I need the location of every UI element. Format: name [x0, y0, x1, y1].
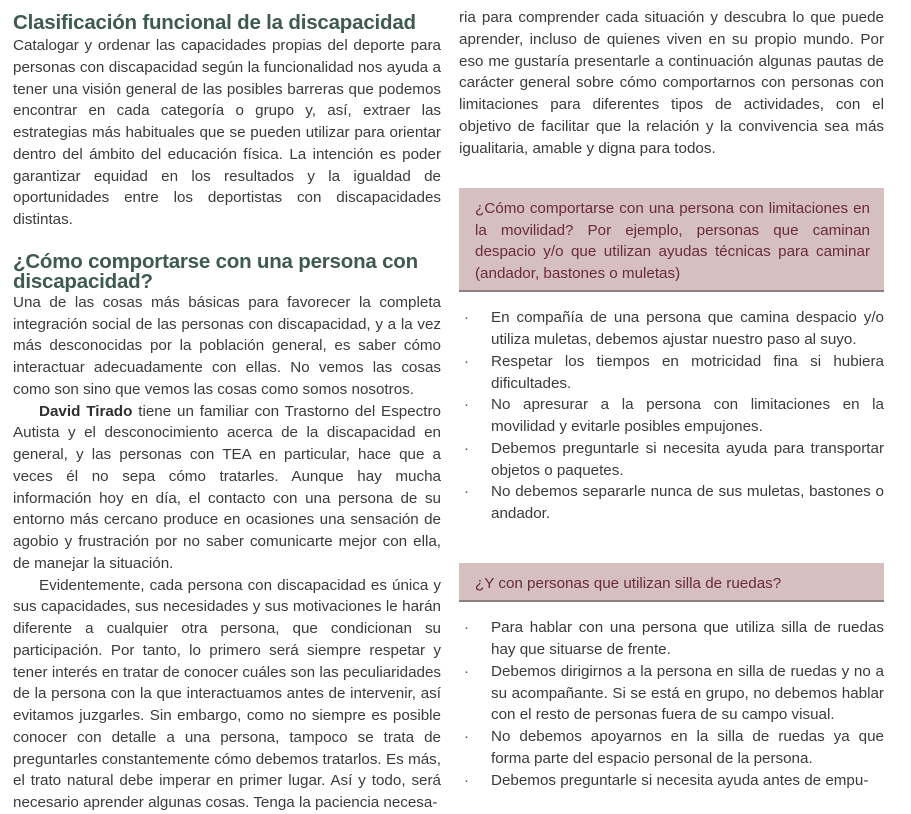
- list-item: [459, 661, 884, 726]
- list-item: [459, 351, 884, 395]
- list-item: [459, 726, 884, 770]
- callout-silla-de-ruedas-text: ¿Y con personas que utilizan silla de ruedas?: [475, 574, 782, 592]
- list-item-text: Debemos preguntarle si necesita ayuda para transportar objetos o paquetes.: [491, 439, 884, 479]
- callout-movilidad-text: ¿Cómo comportarse con una persona con limitaciones en la movilidad? Por ejemplo, personas que caminan despacio y/o que utilizan ayudas técnicas para caminar (andador, bastones o muletas): [475, 200, 870, 282]
- list-item: [459, 770, 884, 792]
- bullet-icon: ·: [464, 439, 470, 457]
- bullet-icon: ·: [464, 352, 470, 370]
- list-item-text: Respetar los tiempos en motricidad fina si hubiera dificultades.: [491, 352, 884, 392]
- list-item-text: Debemos preguntarle si necesita ayuda antes de empu-: [491, 771, 869, 789]
- list-item-text: Para hablar con una persona que utiliza silla de ruedas hay que situarse de frente.: [491, 619, 884, 658]
- person-name: David Tirado: [39, 402, 133, 420]
- bullet-icon: ·: [464, 662, 470, 680]
- list-item-text: No debemos apoyarnos en la silla de ruedas ya que forma parte del espacio personal de la persona.: [491, 728, 884, 767]
- list-item: [459, 481, 884, 525]
- section-heading-clasificacion: Clasificación funcional de la discapacidad: [13, 11, 416, 34]
- bullet-list-silla-de-ruedas: [459, 617, 884, 791]
- list-item: [459, 617, 884, 661]
- paragraph-evidentemente: Evidentemente, cada persona con discapacidad es única y sus capacidades, sus necesidades y sus motivaciones le harán diferente a cualquier otra persona, que condicionan su participación. Por tanto, lo primero será siempre respetar y tener interés en tratar de conocer cuáles son las peculiaridades de la persona con la que interactuamos antes de intervenir, así evitamos juzgarles. Sin embargo, como no siempre es posible conocer con detalle a una persona, tampoco se trata de preguntarles constantemente cómo debemos tratarlos. Es más, el trato natural debe imperar en primer lugar. Así y todo, será necesario aprender algunas cosas. Tenga la paciencia necesa-: [13, 576, 441, 811]
- paragraph-clasificacion: Catalogar y ordenar las capacidades propias del deporte para personas con discapacidad según la funcionalidad nos ayuda a tener una visión general de las posibles barreras que podemos encontrar en cada categoría o grupo y, así, extraer las estrategias más habituales que se pueden utilizar para orientar dentro del ámbito del educación física. La intención es poder garantizar equidad en los resultados y la igualdad de oportunidades entre los deportistas con discapacidades distintas.: [13, 37, 441, 228]
- bullet-icon: ·: [464, 396, 470, 414]
- right-column: [459, 0, 884, 791]
- list-item: [459, 438, 884, 482]
- list-item: [459, 394, 884, 438]
- bullet-icon: ·: [464, 619, 470, 637]
- callout-movilidad: [459, 188, 884, 292]
- paragraph-david-tirado-text: tiene un familiar con Trastorno del Espectro Autista y el desconocimiento acerca de la discapacidad en general, y las personas con TEA en particular, hace que a veces él no sepa cómo tratarles. Aunque hay mucha información hoy en día, el contacto con una persona de su entorno más cercano produce en ocasiones una sensación de agobio y frustración por no saber comunicarte mejor con ella, de manejar la situación.: [13, 402, 441, 572]
- paragraph-continuation: ria para comprender cada situación y descubra lo que puede aprender, incluso de quienes viven en su propio mundo. Por eso me gustaría presentarle a continuación algunas pautas de carácter general sobre cómo comportarnos con personas con limitaciones para diferentes tipos de actividades, con el objetivo de facilitar que la relación y la convivencia sea más igualitaria, amable y digna para todos.: [459, 9, 884, 157]
- paragraph-integracion: Una de las cosas más básicas para favorecer la completa integración social de las personas con discapacidad, y a la vez más desconocidas por la población general, es saber cómo interactuar adecuadamente con ellas. No vemos las cosas como son sino que vemos las cosas como somos nosotros.: [13, 293, 441, 398]
- section-heading-comportarse: ¿Cómo comportarse con una persona con discapacidad?: [13, 249, 418, 293]
- list-item-text: Debemos dirigirnos a la persona en silla de ruedas y no a su acompañante. Si se está en grupo, no debemos hablar con el resto de personas fuera de su campo visual.: [491, 662, 884, 724]
- left-column: [13, 0, 441, 814]
- list-item: [459, 307, 884, 351]
- list-item-text: En compañía de una persona que camina despacio y/o utiliza muletas, debemos ajustar nuestro paso al suyo.: [491, 309, 884, 348]
- bullet-list-movilidad: [459, 307, 884, 525]
- bullet-icon: ·: [464, 728, 470, 745]
- bullet-icon: ·: [464, 771, 470, 789]
- list-item-text: No debemos separarle nunca de sus muletas, bastones o andador.: [491, 483, 884, 522]
- list-item-text: No apresurar a la persona con limitaciones en la movilidad y evitarle posibles empujones.: [491, 396, 884, 435]
- bullet-icon: ·: [464, 483, 470, 501]
- callout-silla-de-ruedas: [459, 563, 884, 603]
- paragraph-david-tirado: [13, 401, 441, 575]
- bullet-icon: ·: [464, 309, 470, 327]
